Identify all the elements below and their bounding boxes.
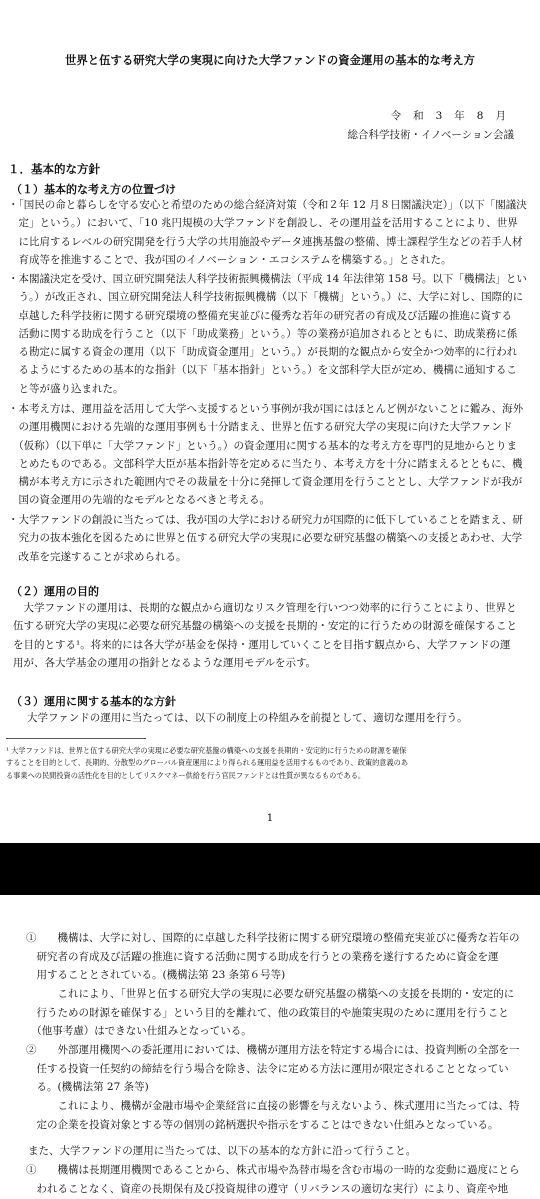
document-date: 令和3年8月 [390, 110, 518, 122]
document-title: 世界と伍する研究大学の実現に向けた大学ファンドの資金運用の基本的な考え方 [64, 54, 476, 67]
list-item-1-note [26, 985, 514, 1041]
paragraph-operation-policy: 大学ファンドの運用に当たっては、以下の制度上の枠組みを前提として、適切な運用を行う。 [27, 712, 468, 724]
text-line: ・本考え方は、運用益を活用して大学へ支援するという事例が我が国にはほとんど例がないことに鑑み、海外 [8, 403, 524, 415]
subsection-heading-operation-policy: （３）運用に関する基本的な方針 [11, 695, 176, 708]
list-item-3 [26, 1161, 520, 1198]
text-line: 大学ファンドの運用は、長期的な観点から適切なリスク管理を行いつつ効率的に行うことにより、世界と [13, 602, 517, 614]
bullet-paragraph-approach [8, 400, 523, 510]
text-line: 国の資金運用の先端的なモデルとなるべきと考える。 [8, 494, 270, 507]
list-item-2 [26, 1041, 520, 1097]
text-line: るようにするための基本的な指針（以下「基本指針」という。）を文部科学大臣が定め、機構に通知するこ [8, 364, 517, 377]
text-line: ① 機構は、大学に対し、国際的に卓越した科学技術に関する研究環境の整備充実並びに優秀な若年の [26, 932, 520, 944]
text-line: われることなく、資産の長期保有及び投資規律の遵守（リバランスの適切な実行）により、資産や地 [26, 1182, 509, 1195]
bullet-paragraph-cabinet-decision [8, 196, 527, 269]
text-line: ② 外部運用機関への委託運用においては、機構が運用方法を特定する場合には、投資判断の全部を一 [26, 1044, 520, 1056]
text-line: ・大学ファンドの創設に当たっては、我が国の大学における研究力が国際的に低下していることを踏まえ、研 [8, 514, 523, 526]
issuing-organization: 総合科学技術・イノベーション会議 [347, 129, 514, 141]
footnote-separator [6, 738, 146, 739]
footnote-line: することを目的として、長期的、分散型のグローバル資産運用により得られる運用益を活用するものであり、政策的意義のあ [6, 758, 409, 768]
paragraph-additional-policy: また、大学ファンドの運用に当たっては、以下の基本的な方針に沿って行うこと。 [28, 1145, 417, 1157]
text-line: と等が盛り込まれた。 [8, 382, 124, 395]
text-line: う。）が改正され、国立研究開発法人科学技術振興機構（以下「機構」という。）に、大学に対し、国際的に [8, 291, 524, 304]
text-line: 伍する研究大学の実現に必要な研究基盤の構築への支援を長期的・安定的に行うための財源を確保すること [13, 620, 517, 633]
text-line: の運用機関における先端的な運用事例も十分踏まえ、世界と伍する研究大学の実現に向けた大学ファンド [8, 421, 513, 434]
footnote-line: ¹ 大学ファンドは、世界と伍する研究大学の実現に必要な研究基盤の構築への支援を長期的・安定的に行うための財源を確保 [6, 746, 407, 755]
document-page-2 [0, 895, 540, 1199]
text-line: 定の企業を投資対象とする等の個別の銘柄選択や指示をすることはできない仕組みとなっている。 [26, 1118, 499, 1131]
page-break-divider [0, 843, 540, 895]
text-line: ① 機構は長期運用機関であることから、株式市場や為替市場を含む市場の一時的な変動に過度にとら [26, 1164, 520, 1176]
bullet-paragraph-jst-law [8, 270, 527, 398]
text-line: 任する投資一任契約の締結を行う場合を除き、法令に定める方法に運用が限定されることとなってい [26, 1062, 509, 1075]
text-line: 究力の抜本強化を図るために世界と伍する研究大学の実現に必要な研究基盤の構築への支援とあわせ、大学 [8, 532, 523, 545]
text-line: 育成等を推進することで、我が国のイノベーション・エコシステムを構築する。」とされた。 [8, 253, 452, 266]
footnote [6, 745, 526, 782]
text-line: る勘定に属する資金の運用（以下「助成資金運用」という。）が長期的な観点から安全かつ効率的に行われ [8, 346, 518, 359]
text-line: を目的とする¹。将来的には各大学が基金を保持・運用していくことを目指す観点から、大学ファンドの運 [13, 638, 511, 651]
text-line: に比肩するレベルの研究開発を行う大学の共用施設やデータ連携基盤の整備、博士課程学生などの若手人材 [8, 235, 523, 248]
paragraph-purpose [13, 599, 517, 672]
subsection-heading-purpose: （２）運用の目的 [11, 585, 99, 598]
text-line: 研究者の育成及び活躍の推進に資する活動に関する助成を行うとの業務を遂行するために資金を運 [26, 950, 499, 963]
text-line: ・「国民の命と暮らしを守る安心と希望のための総合経済対策（令和２年 12 月８日閣議決定）」（以下「閣議決 [8, 199, 527, 211]
text-line: 行うための財源を確保する」という目的を離れて、他の政策目的や施策実現のために運用を行うこと [26, 1006, 509, 1019]
text-line: る。(機構法第 27 条等) [26, 1081, 149, 1094]
text-line: 活動に関する助成を行うこと（以下「助成業務」という。）等の業務が追加されるとともに、助成業務に係 [8, 327, 518, 340]
text-line: 構が本考え方に示された範囲内でその裁量を十分に発揮して資金運用を行うこととし、大学ファンドが我が [8, 476, 523, 489]
text-line: ・本閣議決定を受け、国立研究開発法人科学技術振興機構法（平成 14 年法律第 158 号。以下「機構法」とい [8, 273, 527, 285]
text-line: 定」という。）において、「10 兆円規模の大学ファンドを創設し、その運用益を活用することにより、世界 [8, 217, 518, 230]
list-item-2-note [26, 1097, 520, 1134]
text-line: 用することとされている。(機構法第 23 条第６号等) [26, 969, 286, 982]
text-line: 改革を完遂することが求められる。 [8, 550, 187, 563]
page-number: 1 [266, 812, 274, 824]
section-heading-basic-policy: １．基本的な方針 [8, 162, 100, 176]
text-line: これにより、機構が金融市場や企業経営に直接の影響を与えないよう、株式運用に当たっては、特 [26, 1100, 520, 1112]
footnote-line: る事業への民間投資の活性化を目的としてリスクマネー供給を行う官民ファンドとは性質が異なるものである。 [6, 770, 366, 780]
text-line: 用が、各大学基金の運用の指針となるような運用モデルを示す。 [13, 656, 317, 669]
text-line: これにより、「世界と伍する研究大学の実現に必要な研究基盤の構築への支援を長期的・安定的に [26, 988, 515, 1000]
text-line: （他事考慮）はできない仕組みとなっている。 [26, 1025, 252, 1038]
list-item-1 [26, 929, 520, 985]
text-line: （仮称）（以下単に「大学ファンド」という。）の資金運用に関する基本的な考え方を専門的見地からとりま [8, 439, 518, 452]
bullet-paragraph-fund-creation [8, 511, 523, 566]
text-line: とめたものである。文部科学大臣が基本指針等を定めるに当たり、本考え方を十分に踏まえるとともに、機 [8, 457, 523, 470]
subsection-heading-positioning: （１）基本的な考え方の位置づけ [11, 183, 176, 196]
text-line: 卓越した科学技術に関する研究環境の整備充実並びに優秀な若年の研究者の育成及び活躍の推進に資する [8, 309, 512, 322]
